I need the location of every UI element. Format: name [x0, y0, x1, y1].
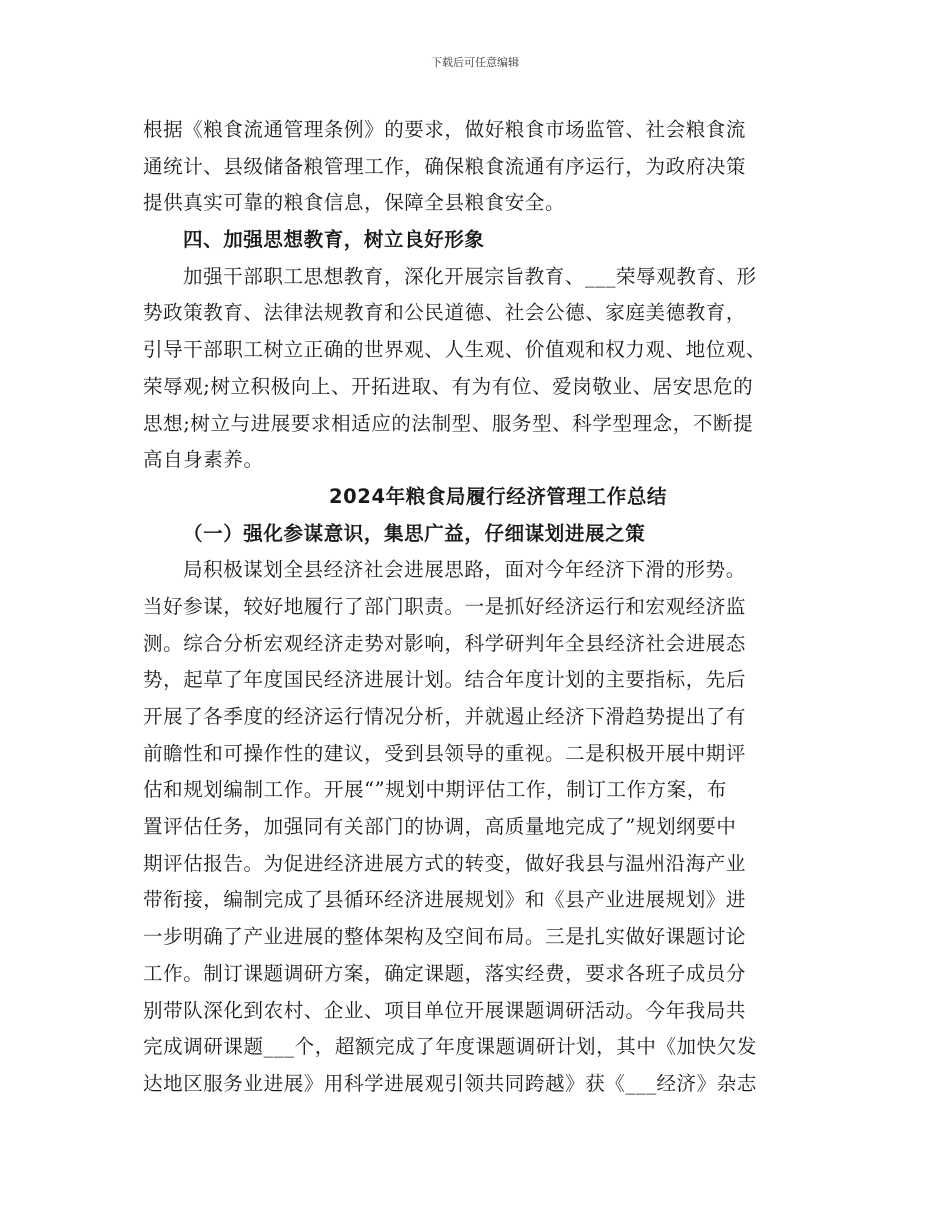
paragraph-line: 工作。制订课题调研方案，确定课题，落实经费，要求各班子成员分: [143, 961, 747, 985]
document-body: [143, 112, 823, 1103]
paragraph-line: 期评估报告。为促进经济进展方式的转变，做好我县与温州沿海产业: [143, 851, 747, 875]
paragraph-line: 置评估任务，加强同有关部门的协调，高质量地完成了”规划纲要中: [143, 815, 737, 839]
paragraph-line: 达地区服务业进展》用科学进展观引领共同跨越》获《___经济》杂志: [143, 1071, 757, 1095]
document-title: 2024年粮食局履行经济管理工作总结: [328, 484, 668, 508]
paragraph-line: 完成调研课题___个，超额完成了年度课题调研计划，其中《加快欠发: [143, 1035, 757, 1059]
page-header: 下载后可任意编辑: [431, 56, 519, 69]
paragraph-line: 引导干部职工树立正确的世界观、人生观、价值观和权力观、地位观、: [143, 338, 767, 362]
paragraph-line: 开展了各季度的经济运行情况分析，并就遏止经济下滑趋势提出了有: [143, 705, 747, 728]
paragraph-line: 思想;树立与进展要求相适应的法制型、服务型、科学型理念，不断提: [143, 411, 754, 435]
paragraph-line: 加强干部职工思想教育，深化开展宗旨教育、___荣辱观教育、形: [183, 264, 757, 288]
paragraph-line: 别带队深化到农村、企业、项目单位开展课题调研活动。今年我局共: [143, 998, 747, 1022]
paragraph-line: 当好参谋，较好地履行了部门职责。一是抓好经济运行和宏观经济监: [143, 594, 747, 618]
paragraph-line: 提供真实可靠的粮食信息，保障全县粮食安全。: [143, 191, 566, 215]
paragraph-line: 估和规划编制工作。开展“”规划中期评估工作，制订工作方案，布: [143, 778, 727, 802]
section-heading: （一）强化参谋意识，集思广益，仔细谋划进展之策: [183, 521, 646, 545]
paragraph-line: 局积极谋划全县经济社会进展思路，面对今年经济下滑的形势。: [183, 558, 746, 582]
paragraph-line: 荣辱观;树立积极向上、开拓进取、有为有位、爱岗敬业、居安思危的: [143, 374, 754, 398]
paragraph-line: 根据《粮食流通管理条例》的要求，做好粮食市场监管、社会粮食流: [143, 118, 747, 141]
paragraph-line: 带衔接，编制完成了县循环经济进展规划》和《县产业进展规划》进: [143, 888, 747, 912]
paragraph-line: 通统计、县级储备粮管理工作，确保粮食流通有序运行，为政府决策: [143, 154, 747, 178]
paragraph-line: 势，起草了年度国民经济进展计划。结合年度计划的主要指标，先后: [143, 668, 747, 692]
section-heading: 四、加强思想教育，树立良好形象: [183, 228, 485, 252]
paragraph-line: 一步明确了产业进展的整体架构及空间布局。三是扎实做好课题讨论: [143, 925, 747, 949]
paragraph-line: 势政策教育、法律法规教育和公民道德、社会公德、家庭美德教育，: [143, 301, 747, 325]
paragraph-line: 前瞻性和可操作性的建议，受到县领导的重视。二是积极开展中期评: [143, 741, 747, 765]
paragraph-line: 高自身素养。: [143, 448, 264, 472]
paragraph-line: 测。综合分析宏观经济走势对影响，科学研判年全县经济社会进展态: [143, 631, 747, 655]
